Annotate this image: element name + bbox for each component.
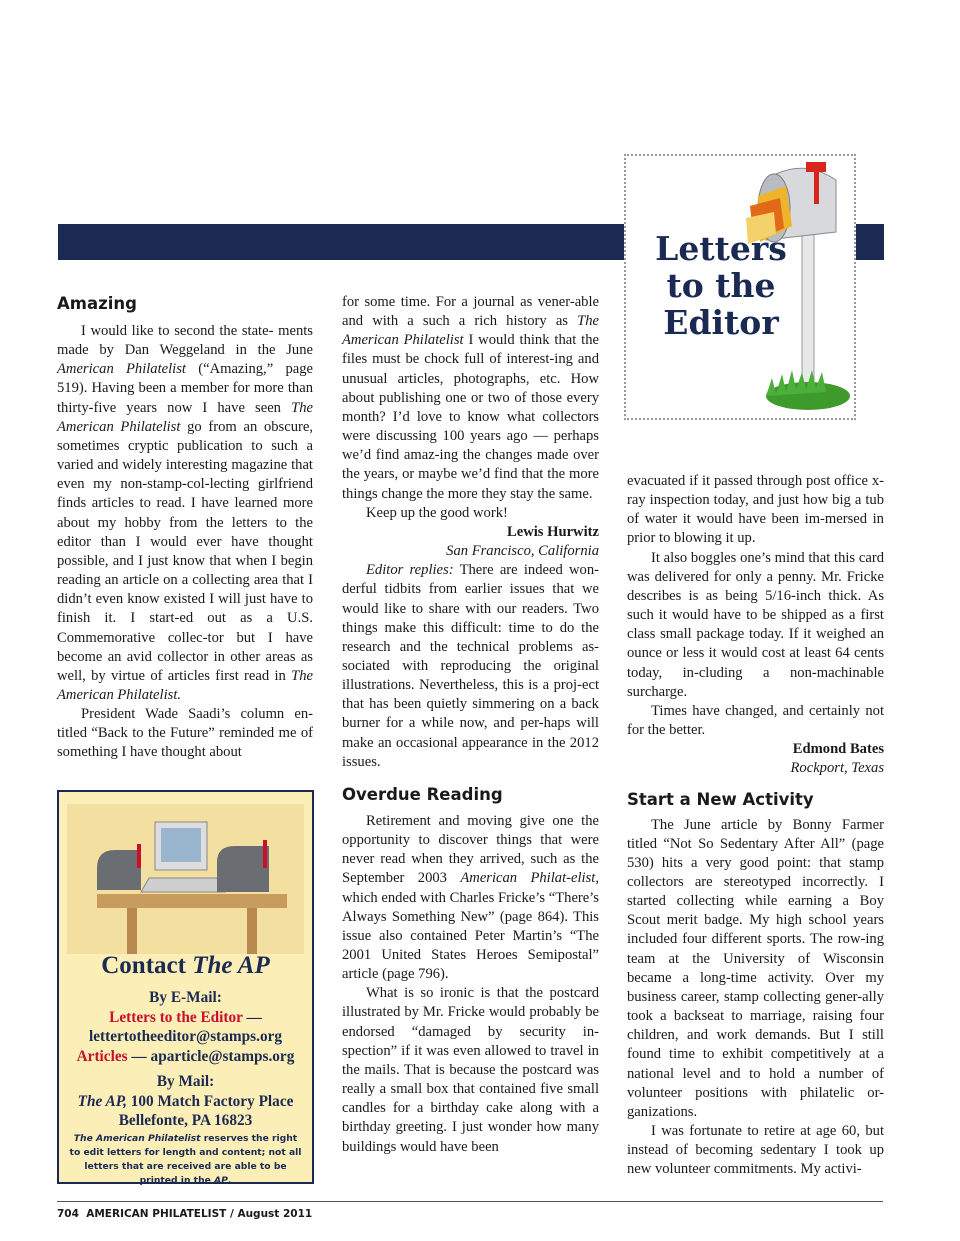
contact-title: Contact The AP (101, 952, 270, 979)
articles-email-link[interactable]: aparticle@stamps.org (150, 1047, 295, 1065)
paragraph: I would like to second the state- ments made by Dan Weggeland in the June American Philatelist (“Amazing,” page 519). Having been a member for more than thirty-five years now I have seen The American Philatelist go from an obscure, sometimes cryptic publication to such a varied and widely interesting magazine that even my non-stamp-col-lecting girlfriend finds articles to read. I have learned more about my hobby from the letters to the editor than I would ever have thought possible, and I just know that when I begin reading an article on a collecting area that I didn’t even know existed I will just have to finish it. I start-ed out as a U.S. Commemorative collec-tor but I have become an avid collector in other areas as well, by virtue of articles first read in The American Philatelist. (57, 323, 314, 703)
mailboxes-computer-icon (67, 804, 304, 954)
footer-divider (57, 1201, 883, 1202)
paragraph: What is so ironic is that the postcard illustrated by Mr. Fricke would probably be endorsed “damaged by security in-spection” if it was even allowed to travel in the mails. That is because the postcard was really a small box that contained five small candles for a birthday cake along with a birthday greeting. I just wonder how many buildings would have been (342, 985, 599, 1155)
column-3 (627, 472, 884, 1179)
signature-place: San Francisco, California (446, 543, 599, 560)
heading-overdue-reading: Overdue Reading (342, 784, 503, 804)
contact-note: The American Philatelist reserves the right to edit letters for length and content; not all letters that are received are able to be printed in the AP. (69, 1133, 302, 1186)
signature-name: Edmond Bates (792, 741, 884, 758)
contact-info: By E-Mail: Letters to the Editor — lettertotheeditor@stamps.org Articles — aparticle@stamps.org By Mail: The AP, 100 Match Factory Place Bellefonte, PA 16823 (59, 988, 312, 1131)
title-line-3: Editor (663, 303, 779, 342)
signature-name: Lewis Hurwitz (506, 523, 599, 540)
paragraph: I was fortunate to retire at age 60, but instead of becoming sedentary I took up new volunteer commitments. My activi- (627, 1123, 884, 1178)
contact-box (57, 790, 314, 1184)
paragraph: Keep up the good work! (366, 504, 508, 521)
column-1 (57, 322, 313, 763)
paragraph: for some time. For a journal as vener-able and with a such a rich history as The American Philatelist I would think that the files must be chock full of interest-ing and unusual articles, photographs, etc. How about publishing one or two of those every month? I’d love to know what collectors were discussing 100 years ago — perhaps we’d find amaz-ing the changes made over the years, or maybe we’d find that the more things change the more they stay the same. (342, 294, 599, 502)
paragraph: President Wade Saadi’s column en-titled “Back to the Future” reminded me of something I have thought about (57, 706, 313, 761)
heading-start-new-activity: Start a New Activity (627, 789, 814, 809)
paragraph: The June article by Bonny Farmer titled “Not So Sedentary After All” (page 530) hits a very good point: that stamp collectors are stereotyped incorrectly. I started collecting while earning a Boy Scout merit badge. My high school years included four different sports. The row-ing team at the University of Wisconsin became a long-time activity. Over my business career, stamp collecting gener-ally took a backseat to marriage, raising four children, and work demands. But I still found time to exhibit competitively at a national level and to hold a number of volunteer positions with philatelic or-ganizations. (627, 816, 884, 1120)
column-2 (342, 293, 599, 1157)
letters-email-link[interactable]: lettertotheeditor@stamps.org (88, 1028, 283, 1045)
title-line-1: Letters (655, 229, 787, 268)
paragraph: evacuated if it passed through post office x-ray inspection today, and just how big a tub of water it would have been im-mersed in prior to blowing it up. (627, 473, 884, 547)
signature-place: Rockport, Texas (790, 760, 884, 777)
paragraph: Times have changed, and certainly not for the better. (627, 702, 884, 739)
letters-stamp-graphic (624, 154, 856, 420)
page-footer: 704 AMERICAN PHILATELIST / August 2011 (57, 1208, 313, 1220)
paragraph: Retirement and moving give one the opportunity to discover things that were never read when they arrived, such as the September 2003 American Philat-elist, which ended with Charles Fricke’s “There’s Always Something New” (page 864). This issue also contained Peter Martin’s “The 2001 United States Heroes Semipostal” article (page 796). (342, 812, 600, 983)
page-title (646, 230, 796, 341)
editor-reply: Editor replies: There are indeed won-derful tidbits from earlier issues that we would like to share with our readers. Two things make this difficult: time to do the research and the technical problems as-sociated with reproducing the original illustrations. Nevertheless, this is a proj-ect that has been quietly simmering on a back burner for a while now, and per-haps will make an occasional appearance in the 2012 issues. (342, 562, 600, 770)
heading-amazing: Amazing (57, 294, 137, 313)
paragraph: It also boggles one’s mind that this card was delivered for only a penny. Mr. Fricke describes is as being 5/16-inch thick. As such it would have to be shipped as a first class small package today. If it weighed an ounce or less it would cost at least 64 cents today, in-cluding a non-machinable surcharge. (627, 549, 885, 700)
title-line-2: to the (666, 266, 776, 305)
